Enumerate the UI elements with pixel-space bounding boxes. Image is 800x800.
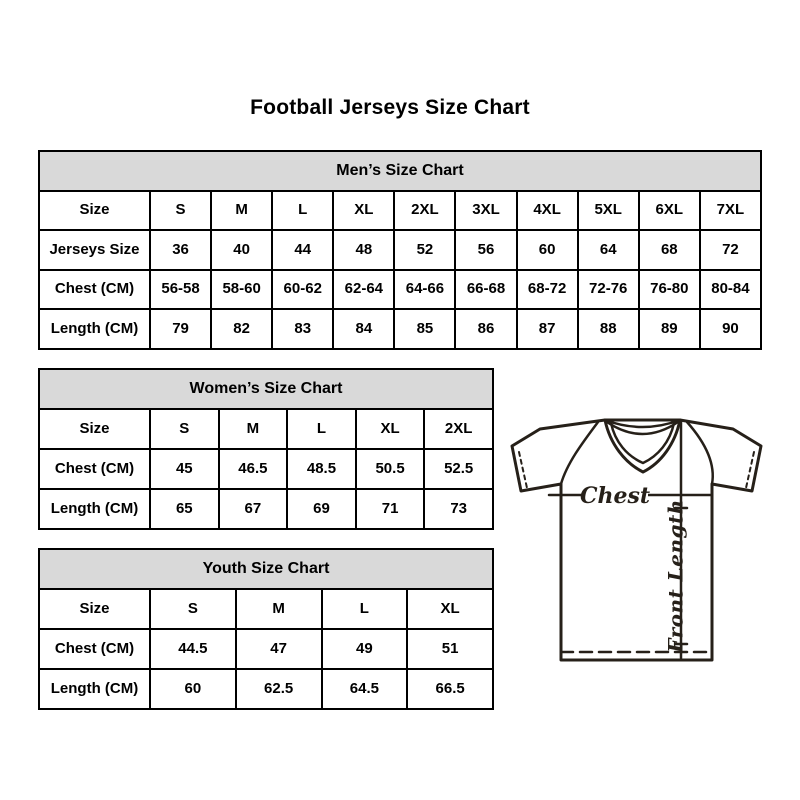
col-header: XL: [356, 409, 425, 449]
cell-value: 50.5: [356, 449, 425, 489]
col-header: L: [272, 191, 333, 231]
mens-size-table: [38, 150, 762, 350]
row-label: Length (CM): [39, 309, 150, 349]
row-label: Jerseys Size: [39, 230, 150, 270]
cell-value: 60-62: [272, 270, 333, 310]
cell-value: 64.5: [322, 669, 408, 709]
cell-value: 87: [517, 309, 578, 349]
cell-value: 89: [639, 309, 700, 349]
col-header: 6XL: [639, 191, 700, 231]
cell-value: 62.5: [236, 669, 322, 709]
col-header: 3XL: [455, 191, 516, 231]
col-header: 2XL: [424, 409, 493, 449]
col-header: XL: [407, 589, 493, 629]
cell-value: 65: [150, 489, 219, 529]
col-header: M: [211, 191, 272, 231]
col-header: S: [150, 409, 219, 449]
cell-value: 49: [322, 629, 408, 669]
col-header: L: [322, 589, 408, 629]
cell-value: 72-76: [578, 270, 639, 310]
jersey-measurement-diagram: [503, 408, 771, 664]
col-header: 4XL: [517, 191, 578, 231]
cell-value: 72: [700, 230, 761, 270]
col-header: 2XL: [394, 191, 455, 231]
cell-value: 47: [236, 629, 322, 669]
row-label: Length (CM): [39, 489, 150, 529]
cell-value: 60: [150, 669, 236, 709]
cell-value: 64: [578, 230, 639, 270]
cell-value: 66-68: [455, 270, 516, 310]
front-length-label: Front Length: [663, 499, 688, 653]
womens-size-table: [38, 368, 494, 530]
cell-value: 56-58: [150, 270, 211, 310]
table-title: Youth Size Chart: [39, 549, 493, 589]
col-header: XL: [333, 191, 394, 231]
chest-label: Chest: [579, 483, 651, 509]
cell-value: 67: [219, 489, 288, 529]
table-title: Men’s Size Chart: [39, 151, 761, 191]
row-label: Chest (CM): [39, 449, 150, 489]
cell-value: 48.5: [287, 449, 356, 489]
col-header: S: [150, 589, 236, 629]
col-header: M: [219, 409, 288, 449]
cell-value: 83: [272, 309, 333, 349]
cell-value: 45: [150, 449, 219, 489]
jersey-diagram-svg: [503, 408, 771, 664]
jersey-outline: [512, 420, 761, 660]
cell-value: 64-66: [394, 270, 455, 310]
cell-value: 86: [455, 309, 516, 349]
page-title: Football Jerseys Size Chart: [250, 96, 530, 119]
col-header: 5XL: [578, 191, 639, 231]
col-header: 7XL: [700, 191, 761, 231]
cell-value: 76-80: [639, 270, 700, 310]
cell-value: 68-72: [517, 270, 578, 310]
row-label: Length (CM): [39, 669, 150, 709]
cell-value: 79: [150, 309, 211, 349]
cell-value: 52.5: [424, 449, 493, 489]
cell-value: 46.5: [219, 449, 288, 489]
cell-value: 36: [150, 230, 211, 270]
col-header: S: [150, 191, 211, 231]
cell-value: 44: [272, 230, 333, 270]
cell-value: 80-84: [700, 270, 761, 310]
table-title: Women’s Size Chart: [39, 369, 493, 409]
cell-value: 69: [287, 489, 356, 529]
cell-value: 51: [407, 629, 493, 669]
cell-value: 82: [211, 309, 272, 349]
cell-value: 56: [455, 230, 516, 270]
cell-value: 71: [356, 489, 425, 529]
col-header: M: [236, 589, 322, 629]
cell-value: 85: [394, 309, 455, 349]
col-header: L: [287, 409, 356, 449]
cell-value: 68: [639, 230, 700, 270]
row-label: Size: [39, 589, 150, 629]
cell-value: 66.5: [407, 669, 493, 709]
row-label: Size: [39, 409, 150, 449]
row-label: Size: [39, 191, 150, 231]
cell-value: 62-64: [333, 270, 394, 310]
cell-value: 40: [211, 230, 272, 270]
cell-value: 60: [517, 230, 578, 270]
row-label: Chest (CM): [39, 270, 150, 310]
cell-value: 73: [424, 489, 493, 529]
cell-value: 88: [578, 309, 639, 349]
row-label: Chest (CM): [39, 629, 150, 669]
cell-value: 90: [700, 309, 761, 349]
cell-value: 44.5: [150, 629, 236, 669]
cell-value: 48: [333, 230, 394, 270]
cell-value: 84: [333, 309, 394, 349]
cell-value: 52: [394, 230, 455, 270]
cell-value: 58-60: [211, 270, 272, 310]
youth-size-table: [38, 548, 494, 710]
